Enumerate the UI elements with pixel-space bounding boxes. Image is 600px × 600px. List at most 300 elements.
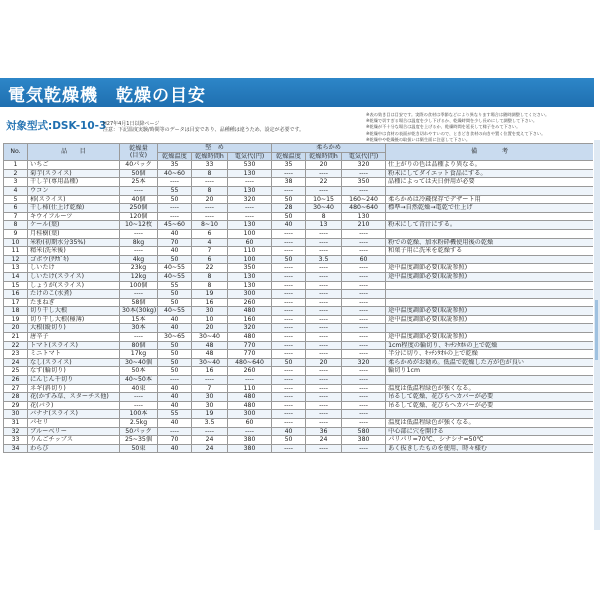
cell-hard-time: 16	[192, 367, 228, 376]
cell-soft-temp: 50	[272, 358, 306, 367]
cell-hard-time: 6	[192, 255, 228, 264]
cell-soft-time: ----	[306, 401, 342, 410]
cell-amount: 10~12枚	[120, 221, 158, 230]
cell-remarks: 標準→自然乾燥→電乾で仕上げ	[386, 204, 593, 213]
cell-soft-time: ----	[306, 341, 342, 350]
cell-item: ウコン	[28, 186, 120, 195]
cell-amount: 100個	[120, 281, 158, 290]
cell-no: 6	[4, 204, 28, 213]
table-row	[4, 161, 594, 170]
cell-soft-temp: ----	[272, 247, 306, 256]
table-row	[4, 195, 594, 204]
cell-hard-time: ----	[192, 376, 228, 385]
cell-no: 1	[4, 161, 28, 170]
cell-hard-time: ----	[192, 204, 228, 213]
cell-soft-time: ----	[306, 333, 342, 342]
cell-item: 大根(縦切り)	[28, 324, 120, 333]
cell-soft-temp: ----	[272, 324, 306, 333]
cell-hard-power: 130	[228, 281, 272, 290]
cell-amount: ----	[120, 393, 158, 402]
cell-no: 2	[4, 169, 28, 178]
note-line: ※乾燥で切すぎる場合は温度を少し下げるか、乾燥時間を少し長めにして調整して下さい。	[366, 118, 538, 124]
cell-hard-temp: 40	[158, 444, 192, 453]
cell-hard-temp: 35	[158, 161, 192, 170]
cell-no: 22	[4, 341, 28, 350]
cell-hard-time: 10	[192, 315, 228, 324]
cell-amount: 40パック	[120, 161, 158, 170]
cell-remarks: 粉での乾燥、加水粉砕機使用後の乾燥	[386, 238, 593, 247]
cell-remarks	[386, 324, 593, 333]
note-line: ※乾燥中や乾燥後の取扱いは衛生面に注意して下さい。	[366, 136, 471, 142]
cell-item: いちご	[28, 161, 120, 170]
cell-hard-power: 480	[228, 393, 272, 402]
cell-hard-power: 480	[228, 307, 272, 316]
cell-soft-temp: ----	[272, 281, 306, 290]
cell-hard-temp: 40	[158, 401, 192, 410]
cell-soft-power: ----	[342, 444, 386, 453]
cell-hard-time: 16	[192, 298, 228, 307]
cell-amount: ----	[120, 333, 158, 342]
cell-soft-time: 10~15	[306, 195, 342, 204]
table-row	[4, 307, 594, 316]
cell-item: 菊芋(スライス)	[28, 169, 120, 178]
cell-no: 25	[4, 367, 28, 376]
cell-hard-power: 260	[228, 367, 272, 376]
cell-soft-temp: 40	[272, 221, 306, 230]
cell-amount: 40個	[120, 195, 158, 204]
cell-hard-power: 100	[228, 255, 272, 264]
cell-remarks: 温度は低温程緑色が強くなる。	[386, 384, 593, 393]
cell-amount: 58個	[120, 298, 158, 307]
cell-soft-power: ----	[342, 186, 386, 195]
cell-hard-time: 8	[192, 281, 228, 290]
cell-soft-temp: ----	[272, 384, 306, 393]
cell-no: 9	[4, 229, 28, 238]
cell-no: 10	[4, 238, 28, 247]
cell-hard-power: ----	[228, 427, 272, 436]
cell-hard-temp: 50	[158, 341, 192, 350]
cell-hard-power: 350	[228, 264, 272, 273]
cell-hard-time: 4	[192, 238, 228, 247]
cell-item: わらび	[28, 444, 120, 453]
cell-soft-time: 8	[306, 212, 342, 221]
cell-amount: ----	[120, 401, 158, 410]
cell-hard-power: 320	[228, 195, 272, 204]
cell-item: にんじん千切り	[28, 376, 120, 385]
table-row	[4, 419, 594, 428]
cell-hard-time: 30~40	[192, 358, 228, 367]
cell-soft-temp: 50	[272, 255, 306, 264]
date-note	[103, 121, 304, 133]
cell-no: 3	[4, 178, 28, 187]
cell-soft-power: 210	[342, 221, 386, 230]
cell-hard-power: 770	[228, 350, 272, 359]
header-hard: 堅 め	[158, 144, 272, 153]
cell-no: 23	[4, 350, 28, 359]
table-row	[4, 186, 594, 195]
table-row	[4, 247, 594, 256]
cell-soft-temp: ----	[272, 410, 306, 419]
page-title: 電気乾燥機 乾燥の目安	[8, 86, 206, 106]
cell-hard-temp: 55	[158, 410, 192, 419]
cell-soft-power: ----	[342, 333, 386, 342]
cell-soft-time: 13	[306, 221, 342, 230]
cell-soft-temp: ----	[272, 333, 306, 342]
cell-soft-time: ----	[306, 376, 342, 385]
cell-no: 18	[4, 307, 28, 316]
cell-hard-time: 30	[192, 307, 228, 316]
cell-soft-power: ----	[342, 367, 386, 376]
cell-hard-time: ----	[192, 212, 228, 221]
cell-remarks: あく抜きしたものを使用、時々様む	[386, 444, 593, 453]
cell-hard-power: 110	[228, 384, 272, 393]
cell-item: なす(輪切り)	[28, 367, 120, 376]
cell-item: 米粉(初期水分35%)	[28, 238, 120, 247]
cell-remarks	[386, 281, 593, 290]
cell-hard-time: 24	[192, 436, 228, 445]
cell-soft-power: ----	[342, 229, 386, 238]
drying-table	[3, 143, 593, 453]
cell-hard-time: 6	[192, 229, 228, 238]
cell-soft-time: 30~40	[306, 204, 342, 213]
cell-hard-time: 20	[192, 195, 228, 204]
cell-soft-temp: 35	[272, 161, 306, 170]
cell-remarks: 粉末にして青汁にする。	[386, 221, 593, 230]
cell-hard-power: 130	[228, 221, 272, 230]
cell-soft-power: ----	[342, 272, 386, 281]
cell-no: 24	[4, 358, 28, 367]
cell-hard-temp: 40~55	[158, 264, 192, 273]
cell-no: 28	[4, 393, 28, 402]
cell-soft-time: 22	[306, 178, 342, 187]
cell-remarks: 途中温度調節必要(取説参照)	[386, 307, 593, 316]
cell-hard-temp: 40	[158, 315, 192, 324]
header-hard-temp: 乾燥温度	[158, 152, 192, 161]
cell-hard-time: 8	[192, 272, 228, 281]
cell-soft-power: ----	[342, 238, 386, 247]
table-row	[4, 350, 594, 359]
cell-soft-power: ----	[342, 264, 386, 273]
cell-item: 柿(スライス)	[28, 195, 120, 204]
cell-soft-power: ----	[342, 247, 386, 256]
note-line: ※表の効き目は目安です。実際の食材は季節などにより異なります場合は随時調整してください。	[366, 112, 550, 117]
cell-hard-time: 22	[192, 264, 228, 273]
cell-hard-power: ----	[228, 376, 272, 385]
cell-soft-power: 580	[342, 427, 386, 436]
cell-no: 20	[4, 324, 28, 333]
cell-hard-time: 7	[192, 247, 228, 256]
cell-soft-temp: ----	[272, 376, 306, 385]
cell-remarks	[386, 186, 593, 195]
cell-amount: 8kg	[120, 238, 158, 247]
cell-soft-power: ----	[342, 401, 386, 410]
cell-hard-time: 30~40	[192, 333, 228, 342]
cell-remarks: 途中温度調節必要(取説参照)	[386, 315, 593, 324]
cell-hard-temp: 40	[158, 247, 192, 256]
cell-remarks	[386, 290, 593, 299]
cell-amount: 250個	[120, 204, 158, 213]
cell-soft-power: 60	[342, 255, 386, 264]
cell-hard-temp: 45~60	[158, 221, 192, 230]
cell-hard-power: 320	[228, 324, 272, 333]
cell-item: ネギ(斜切り)	[28, 384, 120, 393]
cell-item: トマト(スライス)	[28, 341, 120, 350]
model-label: 対象型式:DSK-10-3	[6, 120, 107, 132]
cell-amount: 100本	[120, 410, 158, 419]
cell-hard-time: 30	[192, 401, 228, 410]
cell-hard-temp: 70	[158, 436, 192, 445]
cell-soft-time: ----	[306, 238, 342, 247]
cell-remarks: 途中温度調節必要(取説参照)	[386, 333, 593, 342]
cell-remarks	[386, 212, 593, 221]
cell-soft-power: 160~240	[342, 195, 386, 204]
cell-remarks: 品種によっては天日併用が必要	[386, 178, 593, 187]
cell-remarks: 粉末にしてダイエット食品にする。	[386, 169, 593, 178]
cell-soft-temp: ----	[272, 229, 306, 238]
cell-soft-power: ----	[342, 384, 386, 393]
cell-soft-time: ----	[306, 272, 342, 281]
cell-item: パセリ	[28, 419, 120, 428]
cell-remarks: 吊るして乾燥、花びらへカバーが必要	[386, 401, 593, 410]
table-row	[4, 264, 594, 273]
cell-remarks: 中心部に穴を開ける	[386, 427, 593, 436]
cell-no: 33	[4, 436, 28, 445]
table-row	[4, 384, 594, 393]
cell-no: 16	[4, 290, 28, 299]
cell-item: 切り干し大根	[28, 307, 120, 316]
cell-soft-power: ----	[342, 298, 386, 307]
cell-soft-time: 20	[306, 161, 342, 170]
table-row	[4, 410, 594, 419]
cell-item: 花(バラ)	[28, 401, 120, 410]
cell-soft-temp: 28	[272, 204, 306, 213]
cell-soft-power: 350	[342, 178, 386, 187]
cell-item: 干し芋(専用品種)	[28, 178, 120, 187]
cell-item: しょうが(スライス)	[28, 281, 120, 290]
cell-hard-temp: 40~60	[158, 169, 192, 178]
cell-hard-temp: 40	[158, 384, 192, 393]
cell-no: 15	[4, 281, 28, 290]
cell-hard-power: 300	[228, 290, 272, 299]
table-row	[4, 436, 594, 445]
cell-no: 17	[4, 298, 28, 307]
cell-hard-power: 480	[228, 401, 272, 410]
cell-amount: ----	[120, 247, 158, 256]
table-row	[4, 281, 594, 290]
date-note-line: 注意：下記温度実験/時間等のデータは目安であり、品種種は違うため、設定が必要です。	[103, 127, 305, 133]
cell-item: 干し柿(仕上げ乾燥)	[28, 204, 120, 213]
cell-soft-power: ----	[342, 376, 386, 385]
header-amount: 乾燥量 (目安)	[120, 144, 158, 161]
cell-hard-time: 8	[192, 169, 228, 178]
cell-soft-time: 3.5	[306, 255, 342, 264]
cell-hard-time: 8~10	[192, 221, 228, 230]
cell-no: 32	[4, 427, 28, 436]
cell-hard-time: 19	[192, 290, 228, 299]
cell-amount: ----	[120, 290, 158, 299]
cell-soft-power: ----	[342, 419, 386, 428]
cell-hard-time: 30	[192, 393, 228, 402]
cell-hard-temp: ----	[158, 204, 192, 213]
cell-soft-temp: 50	[272, 436, 306, 445]
cell-hard-power: 380	[228, 444, 272, 453]
cell-hard-temp: 50	[158, 367, 192, 376]
table-row	[4, 169, 594, 178]
cell-soft-temp: ----	[272, 367, 306, 376]
cell-soft-power: ----	[342, 341, 386, 350]
cell-hard-power: 380	[228, 436, 272, 445]
cell-no: 31	[4, 419, 28, 428]
cell-hard-temp: 40	[158, 419, 192, 428]
cell-soft-temp: ----	[272, 298, 306, 307]
cell-remarks: 温度は低温程緑色が強くなる。	[386, 419, 593, 428]
cell-item: たまねぎ	[28, 298, 120, 307]
cell-soft-temp: 50	[272, 212, 306, 221]
cell-remarks	[386, 229, 593, 238]
cell-amount: 25~35個	[120, 436, 158, 445]
cell-soft-temp: ----	[272, 264, 306, 273]
cell-hard-power: 770	[228, 341, 272, 350]
table-row	[4, 324, 594, 333]
cell-hard-temp: 40	[158, 324, 192, 333]
cell-hard-power: 100	[228, 229, 272, 238]
cell-hard-power: ----	[228, 178, 272, 187]
cell-soft-power: ----	[342, 281, 386, 290]
cell-amount: ----	[120, 186, 158, 195]
table-row	[4, 298, 594, 307]
cell-hard-temp: 50	[158, 350, 192, 359]
cell-no: 7	[4, 212, 28, 221]
cell-item: 月桂樹(葉)	[28, 229, 120, 238]
cell-soft-power: ----	[342, 410, 386, 419]
table-row	[4, 333, 594, 342]
cell-hard-power: 60	[228, 419, 272, 428]
cell-hard-temp: 40	[158, 393, 192, 402]
cell-hard-temp: 55	[158, 186, 192, 195]
table-row	[4, 272, 594, 281]
cell-remarks: 吊るして乾燥、花びらへカバーが必要	[386, 393, 593, 402]
cell-hard-time: 48	[192, 341, 228, 350]
cell-amount: 40~50本	[120, 376, 158, 385]
table-row	[4, 178, 594, 187]
cell-soft-power: 320	[342, 161, 386, 170]
cell-soft-power: ----	[342, 315, 386, 324]
cell-hard-temp: 50	[158, 255, 192, 264]
cell-no: 19	[4, 315, 28, 324]
table-row	[4, 229, 594, 238]
cell-soft-temp: ----	[272, 444, 306, 453]
table-row	[4, 221, 594, 230]
cell-hard-temp: 70	[158, 238, 192, 247]
cell-soft-temp: ----	[272, 290, 306, 299]
cell-amount: 4kg	[120, 255, 158, 264]
cell-amount: 23kg	[120, 264, 158, 273]
cell-hard-temp: 40~55	[158, 272, 192, 281]
cell-hard-temp: 55	[158, 281, 192, 290]
cell-hard-time: 3.5	[192, 419, 228, 428]
cell-amount: 25本	[120, 178, 158, 187]
cell-no: 29	[4, 401, 28, 410]
cell-item: ブルーベリー	[28, 427, 120, 436]
cell-no: 13	[4, 264, 28, 273]
cell-hard-temp: 40~55	[158, 307, 192, 316]
cell-remarks	[386, 298, 593, 307]
cell-remarks: 1cm程度の輪切り、ｷｯﾁﾝﾀｵﾙの上で乾燥	[386, 341, 593, 350]
cell-soft-time: ----	[306, 444, 342, 453]
cell-remarks	[386, 255, 593, 264]
cell-soft-power: 130	[342, 212, 386, 221]
cell-soft-temp: ----	[272, 393, 306, 402]
cell-no: 34	[4, 444, 28, 453]
cell-hard-time: ----	[192, 178, 228, 187]
right-edge-accent	[595, 300, 598, 360]
table-row	[4, 358, 594, 367]
cell-soft-temp: ----	[272, 350, 306, 359]
cell-soft-time: 20	[306, 358, 342, 367]
table-row	[4, 393, 594, 402]
cell-remarks: 仕上がりの色は品種より異なる。	[386, 161, 593, 170]
cell-remarks: 途中温度調節必要(取説参照)	[386, 272, 593, 281]
cell-soft-time: ----	[306, 290, 342, 299]
cell-soft-time: ----	[306, 307, 342, 316]
note-line: ※乾燥中は食材の表面が乾き切れやすいので、ときどき食材の向きや置く位置を変えて下さい。	[366, 130, 546, 136]
cell-item: 切り干し大根(極薄)	[28, 315, 120, 324]
cell-item: しいたけ(スライス)	[28, 272, 120, 281]
cell-hard-time: ----	[192, 427, 228, 436]
cell-hard-time: 33	[192, 161, 228, 170]
table-row	[4, 401, 594, 410]
cell-soft-temp: ----	[272, 315, 306, 324]
cell-hard-time: 8	[192, 186, 228, 195]
header-soft-time: 乾燥時間h	[306, 152, 342, 161]
cell-amount: 30~40個	[120, 358, 158, 367]
cell-hard-temp: ----	[158, 212, 192, 221]
date-note-line: H27年4月1日以降ページ	[103, 121, 160, 127]
cell-soft-power: ----	[342, 307, 386, 316]
cell-soft-temp: ----	[272, 307, 306, 316]
header-no: No.	[4, 144, 28, 161]
header-soft-power: 電気代(円)	[342, 152, 386, 161]
cell-item: なし(スライス)	[28, 358, 120, 367]
cell-no: 12	[4, 255, 28, 264]
cell-remarks: 輪切り1cm	[386, 367, 593, 376]
cell-hard-power: 260	[228, 298, 272, 307]
header-hard-power: 電気代(円)	[228, 152, 272, 161]
table-row	[4, 427, 594, 436]
cell-soft-power: ----	[342, 324, 386, 333]
cell-remarks: 柔らかめは冷蔵保存でデザート用	[386, 195, 593, 204]
cell-soft-time: ----	[306, 315, 342, 324]
cell-remarks: 半分に切り、ｷｯﾁﾝﾀｵﾙの上で乾燥	[386, 350, 593, 359]
cell-hard-power: 160	[228, 315, 272, 324]
table-row	[4, 376, 594, 385]
cell-soft-time: ----	[306, 281, 342, 290]
table-row	[4, 212, 594, 221]
cell-no: 14	[4, 272, 28, 281]
cell-hard-time: 7	[192, 384, 228, 393]
cell-item: ケール(葉)	[28, 221, 120, 230]
cell-no: 21	[4, 333, 28, 342]
cell-soft-power: 380	[342, 436, 386, 445]
cell-soft-time: ----	[306, 419, 342, 428]
cell-soft-time: ----	[306, 367, 342, 376]
table-row	[4, 255, 594, 264]
cell-hard-power: 60	[228, 238, 272, 247]
cell-soft-temp: ----	[272, 186, 306, 195]
cell-soft-power: ----	[342, 393, 386, 402]
cell-amount: 80個	[120, 341, 158, 350]
table-row	[4, 315, 594, 324]
